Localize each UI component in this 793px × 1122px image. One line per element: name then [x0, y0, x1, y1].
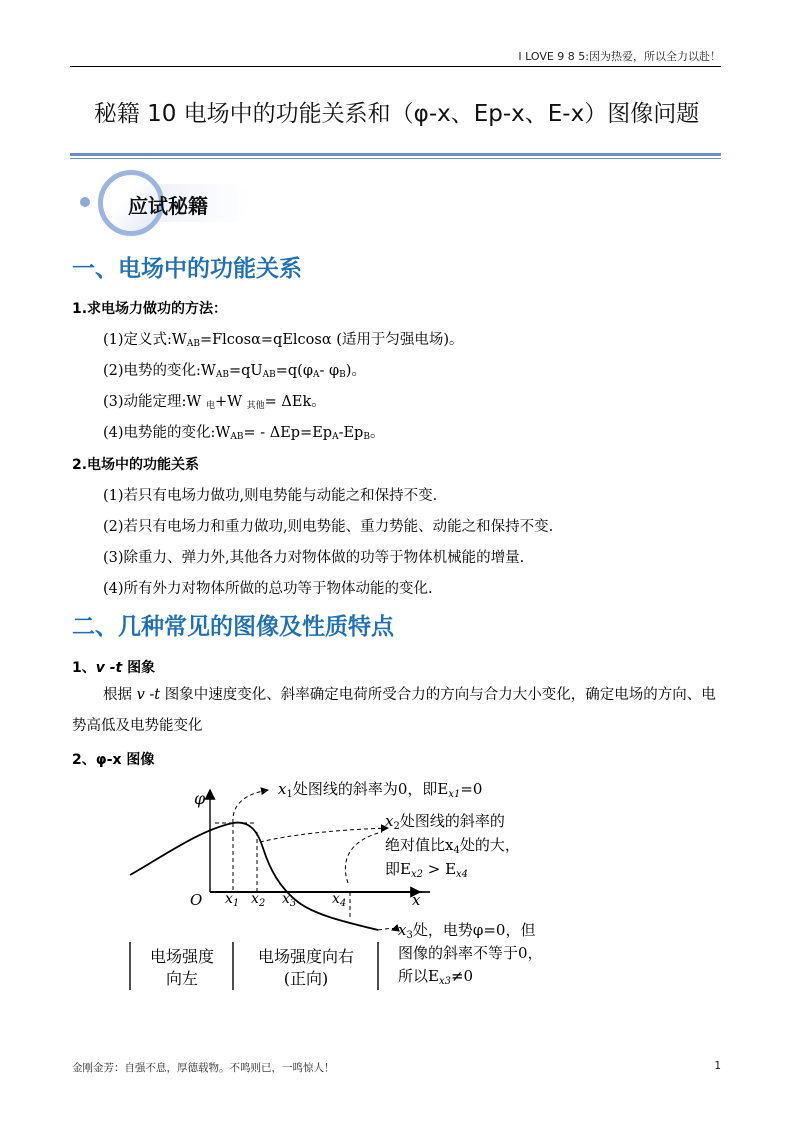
section2-title: 二、几种常见的图像及性质特点	[72, 614, 394, 640]
title-rule-thick	[70, 153, 721, 156]
badge-dot-icon	[80, 197, 90, 207]
title-rule-thin	[70, 158, 721, 159]
section1-sub1: 1.求电场力做功的方法：	[72, 301, 228, 317]
header-divider	[70, 66, 721, 67]
phi-curve	[130, 823, 378, 930]
note2-arrow-x2	[260, 828, 388, 842]
note2-line1: $x_2$处图线的斜率的	[385, 812, 505, 832]
phi-x-figure	[120, 770, 590, 1000]
tick-x1: $x_1$	[225, 891, 240, 909]
method-item-2: (2)电势的变化$:W_{AB}=qU_{AB}=q(\varphi_A-$ $\varphi_B$)。	[103, 363, 366, 380]
note3-line1: $x_3$处，电势φ=0，但	[398, 921, 536, 941]
x-axis-label: x	[412, 891, 421, 909]
vt-paragraph: 根据 v -t 图象中速度变化、斜率确定电荷所受合力的方向与合力大小变化，确定电场的方向、电势高低及电势能变化	[72, 687, 716, 734]
region-left-line1: 电场强度	[149, 947, 215, 966]
section-badge	[80, 170, 250, 238]
tick-x2: $x_2$	[251, 891, 266, 909]
origin-label: O	[190, 891, 203, 909]
y-axis-label: φ	[194, 789, 206, 808]
section1-title: 一、电场中的功能关系	[72, 256, 302, 282]
note3-line2: 图像的斜率不等于0，	[398, 944, 543, 962]
note3-line3: 所以$E_{x3}\ne 0$	[398, 967, 474, 987]
relation-item-1: (1)若只有电场力做功,则电势能与动能之和保持不变.	[103, 488, 438, 504]
page-number: 1	[714, 1060, 721, 1072]
tick-x3: $x_3$	[282, 891, 297, 909]
relation-item-3: (3)除重力、弹力外,其他各力对物体做的功等于物体机械能的增量.	[103, 550, 525, 566]
note2-arrow-x4	[345, 832, 382, 883]
header-motto: I LOVE 9 8 5:因为热爱，所以全力以赴！	[518, 50, 721, 63]
tick-x4: $x_4$	[332, 891, 347, 909]
region-right-line1: 电场强度向右	[257, 947, 355, 966]
badge-label: 应试秘籍	[128, 194, 208, 218]
relation-item-2: (2)若只有电场力和重力做功,则电势能、重力势能、动能之和保持不变.	[103, 519, 554, 535]
footer-motto: 金刚金芳：自强不息，厚德载物。不鸣则已，一鸣惊人！	[72, 1062, 335, 1074]
note2-line2: 绝对值比$x_4$处的大，	[385, 836, 520, 856]
page-title: 秘籍 10 电场中的功能关系和（φ-x、Ep-x、E-x）图像问题	[93, 101, 700, 127]
relation-item-4: (4)所有外力对物体所做的总功等于物体动能的变化.	[103, 581, 433, 597]
region-right-line2: (正向)	[283, 969, 329, 988]
note1-arrow	[233, 790, 268, 823]
section2-sub2: 2、φ-x 图像	[72, 752, 155, 768]
region-left-line2: 向左	[165, 969, 199, 988]
note2-line3: 即$E_{x2} > E_{x4}$	[385, 860, 469, 880]
section2-sub1: 1、v -t 图象	[72, 660, 156, 676]
note1: $x_1$处图线的斜率为0，即$E_{x1}=0$	[278, 780, 483, 800]
note3-arrow	[378, 929, 394, 931]
method-item-1: (1)定义式$:W_{AB}=Flcos\alpha=qElcos\alpha$ (适用于匀强电场)。	[103, 332, 464, 349]
section1-sub2: 2.电场中的功能关系	[72, 457, 200, 473]
method-item-4: (4)电势能的变化$:W_{AB}= - \Delta Ep=Ep_A-Ep_B$。	[103, 425, 385, 442]
method-item-3: (3)动能定理:W $_电$+W $_{其他}$= ΔEk。	[103, 394, 326, 411]
